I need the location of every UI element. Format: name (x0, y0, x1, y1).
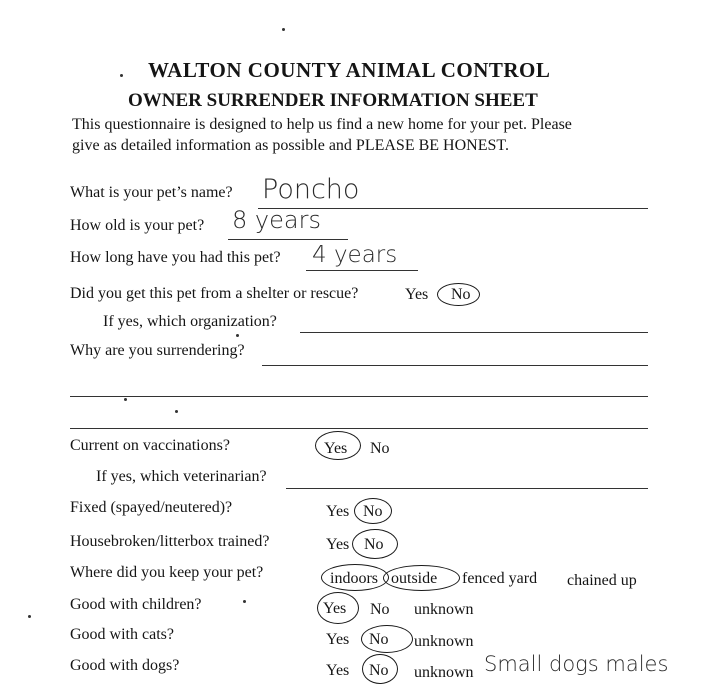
intro-line-1: This questionnaire is designed to help us find a new home for your pet. Please (72, 116, 572, 133)
question-where-kept: Where did you keep your pet? (70, 564, 264, 581)
stray-mark (243, 600, 246, 603)
question-pet-age: How old is your pet? (70, 217, 205, 234)
selection-circle (352, 529, 398, 559)
stray-mark (120, 74, 123, 77)
option-no[interactable]: No (369, 662, 389, 679)
answer-line (262, 365, 648, 366)
answer-line (70, 428, 648, 429)
question-how-long: How long have you had this pet? (70, 249, 281, 266)
selection-circle (361, 625, 413, 653)
question-dogs: Good with dogs? (70, 657, 180, 674)
stray-mark (28, 615, 31, 618)
page-subtitle: OWNER SURRENDER INFORMATION SHEET (128, 90, 538, 111)
question-pet-name: What is your pet’s name? (70, 184, 233, 201)
option-no[interactable]: No (363, 503, 383, 520)
question-from-shelter: Did you get this pet from a shelter or rescue? (70, 285, 359, 302)
answer-how-long[interactable]: 4 years (312, 242, 398, 268)
option-yes[interactable]: Yes (326, 536, 350, 553)
answer-pet-age[interactable]: 8 years (232, 206, 321, 234)
selection-circle (321, 564, 389, 591)
answer-pet-name[interactable]: Poncho (262, 174, 360, 205)
intro-line-2: give as detailed information as possible and PLEASE BE HONEST. (72, 137, 509, 154)
stray-mark (175, 410, 178, 413)
page-title: WALTON COUNTY ANIMAL CONTROL (148, 58, 551, 82)
option-no[interactable]: No (451, 286, 471, 303)
option-yes[interactable]: Yes (326, 631, 350, 648)
question-vaccinations: Current on vaccinations? (70, 437, 230, 454)
option-outside[interactable]: outside (391, 570, 438, 587)
option-chained-up[interactable]: chained up (567, 572, 637, 589)
selection-circle (315, 431, 361, 460)
option-yes[interactable]: Yes (326, 503, 350, 520)
option-no[interactable]: No (370, 601, 390, 618)
stray-mark (282, 28, 285, 31)
selection-circle (383, 565, 460, 591)
question-veterinarian: If yes, which veterinarian? (96, 468, 267, 485)
question-cats: Good with cats? (70, 626, 174, 643)
selection-circle (354, 498, 392, 524)
question-organization: If yes, which organization? (103, 313, 277, 330)
option-no[interactable]: No (364, 536, 384, 553)
option-yes[interactable]: Yes (405, 286, 429, 303)
option-indoors[interactable]: indoors (330, 570, 378, 587)
question-fixed: Fixed (spayed/neutered)? (70, 499, 233, 516)
stray-mark (236, 334, 239, 337)
selection-circle (437, 283, 480, 306)
option-unknown[interactable]: unknown (414, 601, 474, 618)
option-yes[interactable]: Yes (324, 440, 348, 457)
stray-mark (124, 398, 127, 401)
answer-line (300, 332, 648, 333)
option-yes[interactable]: Yes (326, 662, 350, 679)
question-children: Good with children? (70, 596, 202, 613)
option-no[interactable]: No (370, 440, 390, 457)
selection-circle (317, 592, 359, 624)
answer-dogs-note[interactable]: Small dogs males (484, 652, 669, 676)
answer-line (228, 239, 348, 240)
question-housebroken: Housebroken/litterbox trained? (70, 533, 270, 550)
option-unknown[interactable]: unknown (414, 633, 474, 650)
answer-line (70, 396, 648, 397)
option-no[interactable]: No (369, 631, 389, 648)
answer-line (286, 488, 648, 489)
option-fenced-yard[interactable]: fenced yard (462, 570, 538, 587)
selection-circle (362, 654, 398, 684)
answer-line (306, 270, 418, 271)
option-yes[interactable]: Yes (323, 600, 347, 617)
question-why-surrendering: Why are you surrendering? (70, 342, 245, 359)
option-unknown[interactable]: unknown (414, 664, 474, 681)
